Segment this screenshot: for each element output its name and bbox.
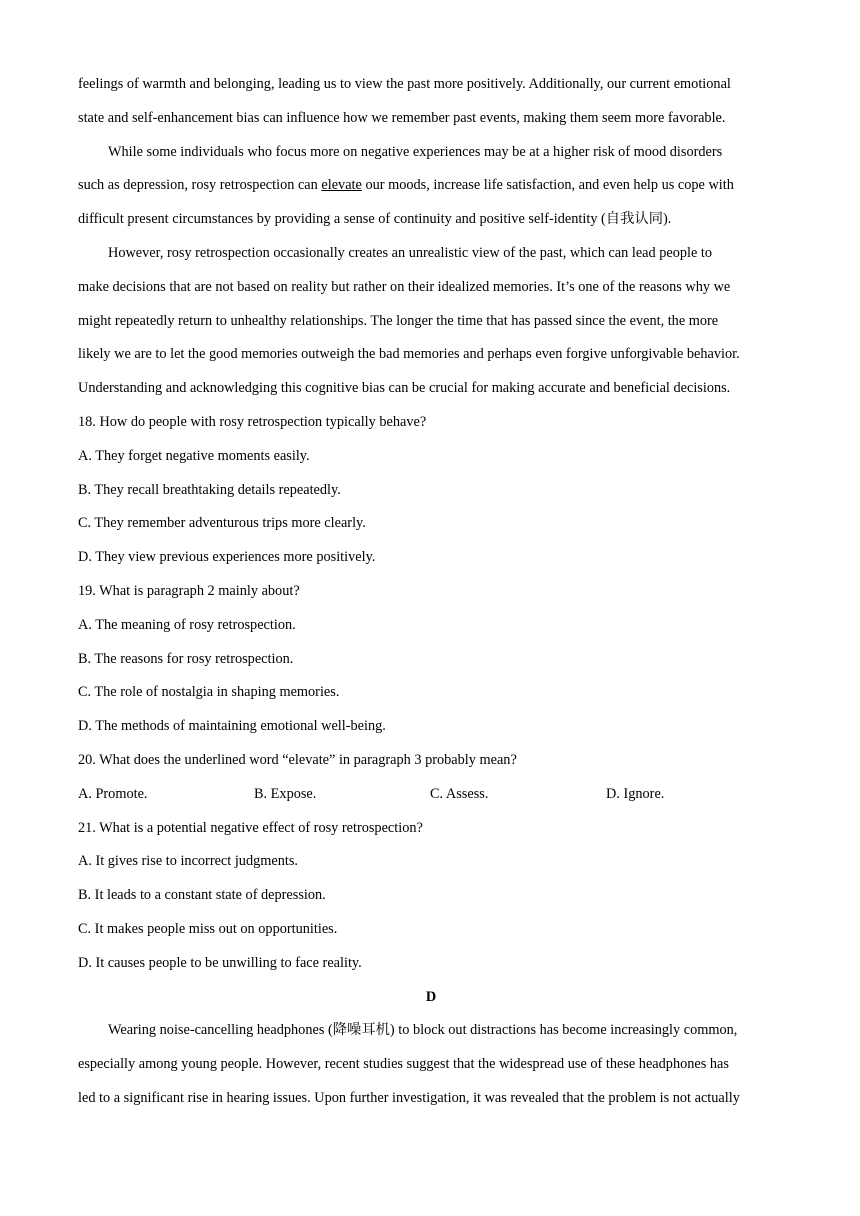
paragraph-2-line-1: While some individuals who focus more on negative experiences may be at a higher risk of mood disorders [108, 143, 723, 160]
question-19-option-a: A. The meaning of rosy retrospection. [78, 616, 296, 633]
paragraph-2-text-after: our moods, increase life satisfaction, and even help us cope with [361, 177, 734, 194]
question-21-option-d: D. It causes people to be unwilling to face reality. [78, 954, 362, 971]
document-content [78, 72, 784, 1120]
question-19-option-d: D. The methods of maintaining emotional well-being. [78, 718, 386, 735]
question-21-option-c: C. It makes people miss out on opportunities. [78, 920, 338, 937]
question-20-options [78, 782, 784, 816]
paragraph-1-line-1: feelings of warmth and belonging, leading us to view the past more positively. Additionally, our current emotional [78, 76, 731, 92]
paragraph-2-text-before: such as depression, rosy retrospection can [78, 177, 322, 194]
question-21-option-a: A. It gives rise to incorrect judgments. [78, 853, 298, 870]
question-20-option-b: B. Expose. [254, 785, 317, 802]
paragraph-1-line-2: state and self-enhancement bias can influence how we remember past events, making them seem more favorable. [78, 109, 726, 126]
question-20-option-c: C. Assess. [430, 785, 489, 802]
section-d-line-1: Wearing noise-cancelling headphones (降噪耳机) to block out distractions has become increasingly common, [108, 1022, 738, 1039]
section-d-line-3: led to a significant rise in hearing issues. Upon further investigation, it was revealed that the problem is not actually [78, 1089, 740, 1106]
question-20-stem: 20. What does the underlined word “elevate” in paragraph 3 probably mean? [78, 751, 517, 768]
question-18-option-d: D. They view previous experiences more positively. [78, 549, 376, 566]
question-19-option-b: B. The reasons for rosy retrospection. [78, 650, 294, 667]
paragraph-2-line-3: difficult present circumstances by providing a sense of continuity and positive self-identity (自我认同). [78, 211, 672, 228]
paragraph-2-line-2 [78, 173, 784, 207]
question-21-stem: 21. What is a potential negative effect of rosy retrospection? [78, 819, 423, 836]
section-d-line-2: especially among young people. However, recent studies suggest that the widespread use of these headphones has [78, 1056, 729, 1073]
paragraph-3-line-4: likely we are to let the good memories outweigh the bad memories and perhaps even forgive unforgivable behavior. [78, 346, 740, 363]
question-19-option-c: C. The role of nostalgia in shaping memories. [78, 684, 340, 701]
question-20-option-d: D. Ignore. [606, 785, 665, 802]
paragraph-3-line-1: However, rosy retrospection occasionally creates an unrealistic view of the past, which can lead people to [108, 244, 713, 261]
question-18-option-b: B. They recall breathtaking details repeatedly. [78, 481, 341, 498]
question-21-option-b: B. It leads to a constant state of depression. [78, 887, 326, 904]
question-18-option-c: C. They remember adventurous trips more clearly. [78, 515, 366, 532]
paragraph-3-line-2: make decisions that are not based on reality but rather on their idealized memories. It’s one of the reasons why we [78, 278, 731, 295]
question-18-stem: 18. How do people with rosy retrospection typically behave? [78, 413, 427, 430]
question-18-option-a: A. They forget negative moments easily. [78, 447, 310, 464]
underlined-word-elevate: elevate [321, 177, 362, 194]
paragraph-3-line-3: might repeatedly return to unhealthy relationships. The longer the time that has passed since the event, the more [78, 312, 719, 329]
section-d-title: D [425, 988, 437, 1005]
question-19-stem: 19. What is paragraph 2 mainly about? [78, 582, 300, 599]
paragraph-3-line-5: Understanding and acknowledging this cognitive bias can be crucial for making accurate and beneficial decisions. [78, 380, 731, 397]
question-20-option-a: A. Promote. [78, 785, 148, 802]
